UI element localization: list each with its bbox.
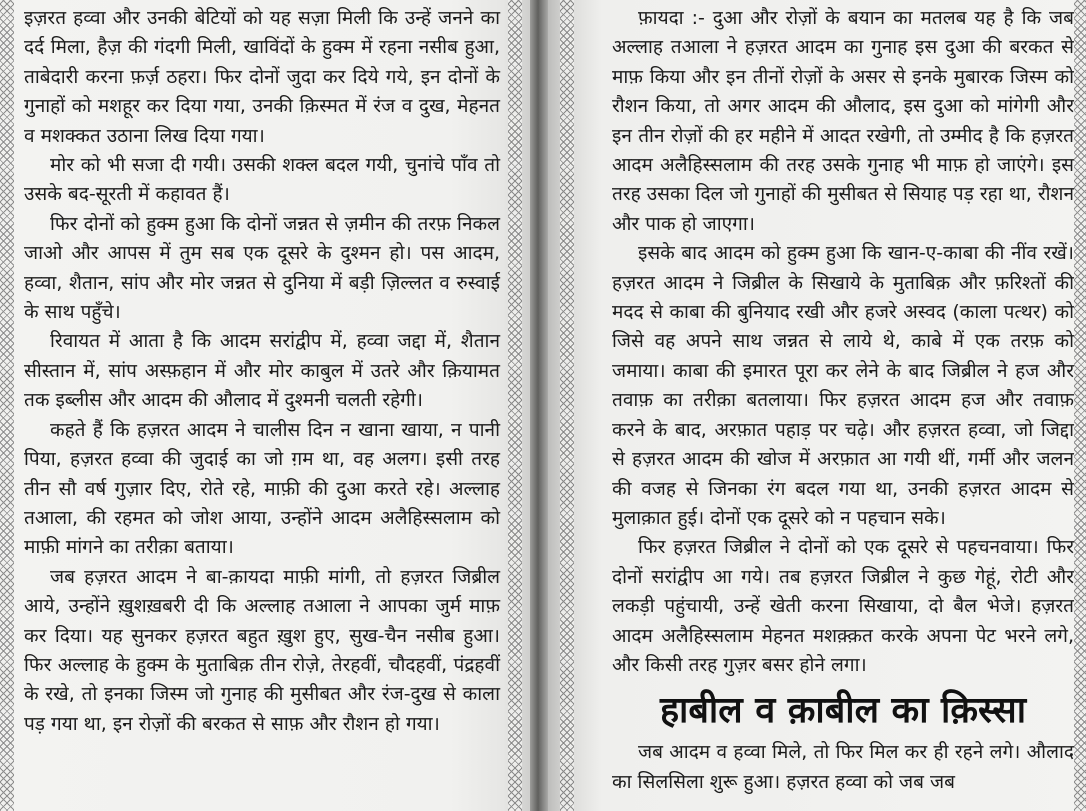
left-paragraph-5: कहते हैं कि हज़रत आदम ने चालीस दिन न खाना खाया, न पानी पिया, हज़रत हव्वा की जुदाई का जो ग़म था, वह अलग। इसी तरह तीन सौ वर्ष गुज़ार दिए, रोते रहे, माफ़ी की दुआ करते रहे। अल्लाह तआला, की रहमत को जोश आया, उन्होंने आदम अलैहिस्सलाम को माफ़ी मांगने का तरीक़ा बताया। [24,418,500,559]
left-paragraph-1: इज़रत हव्वा और उनकी बेटियों को यह सज़ा मिली कि उन्हें जनने का दर्द मिला, हैज़ की गंदगी मिली, खाविंदों के हुक्म में रहना नसीब हुआ, ताबेदारी करना फ़र्ज़ ठहरा। फिर दोनों जुदा कर दिये गये, इन दोनों के गुनाहों को मशहूर कर दिया गया, उनकी क़िस्मत में रंज व दुख, मेहनत व मशक्कत उठाना लिख दिया गया। [24,7,500,147]
left-inner-border [508,0,522,811]
right-paragraph-3: फिर हज़रत जिब्रील ने दोनों को एक दूसरे से पहचनवाया। फिर दोनों सरांद्वीप आ गये। तब हज़रत जिब्रील ने कुछ गेहूं, रोटी और लकड़ी पहुंचायी, उन्हें खेती करना सिखाया, दो बैल भेजे। हज़रत आदम अलैहिस्सलाम मेहनत मशक़्क़त करके अपना पेट भरने लगे, और किसी तरह गुज़र बसर होने लगा। [612,536,1074,676]
right-paragraph-4: जब आदम व हव्वा मिले, तो फिर मिल कर ही रहने लगे। औलाद का सिलसिला शुरू हुआ। हज़रत हव्वा को जब जब [612,741,1074,793]
right-outer-border [1074,0,1086,811]
left-paragraph-6: जब हज़रत आदम ने बा-क़ायदा माफ़ी मांगी, तो हज़रत जिब्रील आये, उन्होंने ख़ुशख़बरी दी कि अल्लाह तआला ने आपका जुर्म माफ़ कर दिया। यह सुनकर हज़रत बहुत ख़ुश हुए, सुख-चैन नसीब हुआ। फिर अल्लाह के हुक्म के मुताबिक़ तीन रोज़े, तेरहवीं, चौदहवीं, पंद्रहवीं के रखे, तो इनका जिस्म जो गुनाह की मुसीबत और रंज-दुख से काला पड़ गया था, इन रोज़ों की बरकत से साफ़ और रौशन हो गया। [24,565,500,735]
right-page [548,0,1086,811]
left-paragraph-3: फिर दोनों को हुक्म हुआ कि दोनों जन्नत से ज़मीन की तरफ़ निकल जाओ और आपस में तुम सब एक दूसरे के दुश्मन हो। पस आदम, हव्वा, शैतान, सांप और मोर जन्नत से दुनिया में बड़ी ज़िल्लत व रुस्वाई के साथ पहुँचे। [24,212,500,324]
left-page [0,0,530,811]
section-title: हाबील व क़ाबील का क़िस्सा [659,690,1027,732]
right-inner-border [560,0,574,811]
book-gutter [530,0,548,811]
right-paragraph-2: इसके बाद आदम को हुक्म हुआ कि खान-ए-काबा की नींव रखें। हज़रत आदम ने जिब्रील के सिखाये के मुताबिक़ और फ़रिश्तों की मदद से काबा की बुनियाद रखी और हजरे अस्वद (काला पत्थर) को जिसे वह अपने साथ जन्नत से लाये थे, काबे में एक तरफ़ को जमाया। काबा की इमारत पूरा कर लेने के बाद जिब्रील ने हज और तवाफ़ का तरीक़ा बतलाया। फिर हज़रत आदम हज और तवाफ़ करने के बाद, अरफ़ात पहाड़ पर चढ़े। और हज़रत हव्वा, जो जिद्दा से हज़रत आदम की खोज में अरफ़ात आ गयी थीं, गर्मी और जलन की वजह से जिनका रंग बदल गया था, उनकी हज़रत आदम से मुलाक़ात हुई। दोनों एक दूसरे को न पहचान सके। [612,242,1074,529]
left-outer-border [0,0,14,811]
left-paragraph-2: मोर को भी सजा दी गयी। उसकी शक्ल बदल गयी, चुनांचे पाँव तो उसके बद-सूरती में कहावत हैं। [24,154,500,206]
left-paragraph-4: रिवायत में आता है कि आदम सरांद्वीप में, हव्वा जद्दा में, शैतान सीस्तान में, सांप अस्फ़हान में और मोर काबुल में उतरे और क़ियामत तक इब्लीस और आदम की औलाद में दुश्मनी चलती रहेगी। [24,330,500,412]
right-paragraph-1: फ़ायदा :- दुआ और रोज़ों के बयान का मतलब यह है कि जब अल्लाह तआला ने हज़रत आदम का गुनाह इस दुआ की बरकत से माफ़ किया और इन तीनों रोज़ों के असर से इनके मुबारक जिस्म को रौशन किया, तो अगर आदम की औलाद, इस दुआ को मांगेगी और इन तीन रोज़ों की हर महीने में आदत रखेगी, तो उम्मीद है कि हज़रत आदम अलैहिस्सलाम की तरह उसके गुनाह भी माफ़ हो जाएंगे। इस तरह उसका दिल जो गुनाहों की मुसीबत से सियाह पड़ रहा था, रौशन और पाक हो जाएगा। [612,7,1074,235]
